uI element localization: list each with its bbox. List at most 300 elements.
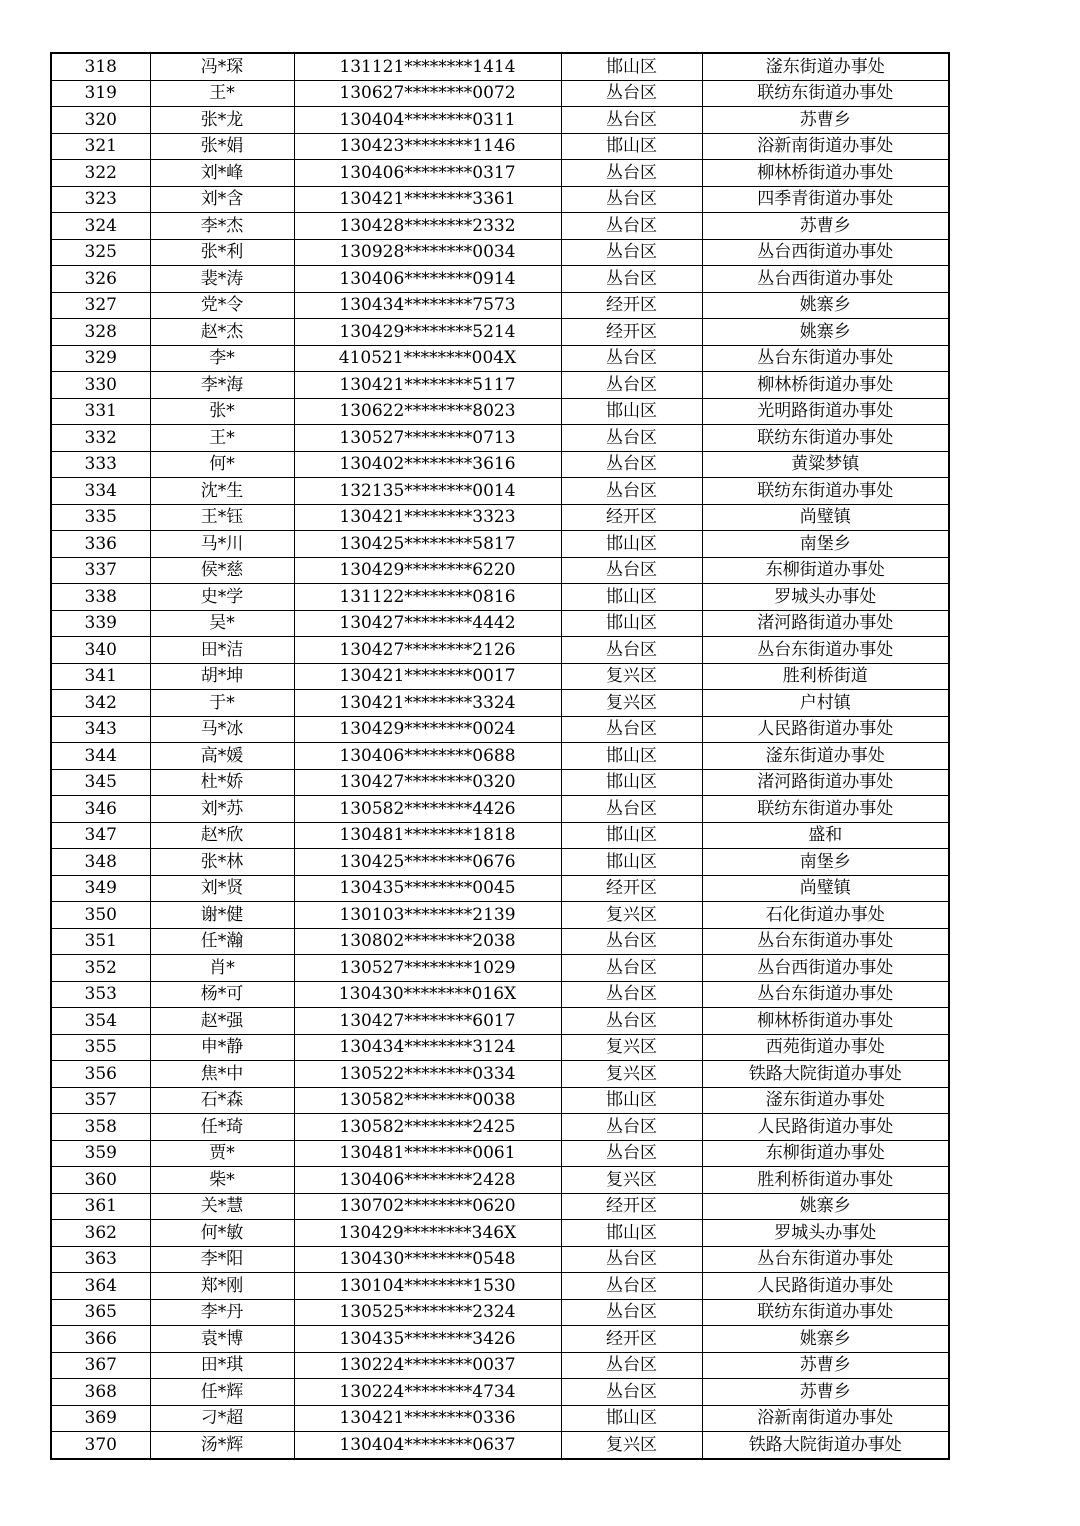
district-cell: 复兴区 (561, 1061, 702, 1088)
row-number-cell: 332 (51, 425, 150, 452)
office-cell: 联纺东街道办事处 (702, 80, 949, 107)
row-number-cell: 362 (51, 1220, 150, 1247)
office-cell: 滏东街道办事处 (702, 53, 949, 80)
table-row (51, 53, 949, 80)
office-cell: 滏东街道办事处 (702, 1087, 949, 1114)
id-number-cell: 131122********0816 (294, 584, 561, 611)
name-cell: 张*娟 (150, 133, 294, 160)
row-number-cell: 327 (51, 292, 150, 319)
row-number-cell: 342 (51, 690, 150, 717)
id-number-cell: 130434********7573 (294, 292, 561, 319)
table-row (51, 239, 949, 266)
row-number-cell: 339 (51, 610, 150, 637)
district-cell: 丛台区 (561, 1114, 702, 1141)
office-cell: 罗城头办事处 (702, 584, 949, 611)
office-cell: 姚寨乡 (702, 319, 949, 346)
name-cell: 杨*可 (150, 981, 294, 1008)
district-cell: 邯山区 (561, 769, 702, 796)
row-number-cell: 325 (51, 239, 150, 266)
district-cell: 经开区 (561, 319, 702, 346)
id-number-cell: 130224********0037 (294, 1352, 561, 1379)
office-cell: 姚寨乡 (702, 292, 949, 319)
district-cell: 丛台区 (561, 372, 702, 399)
id-number-cell: 130404********0637 (294, 1432, 561, 1459)
table-row (51, 637, 949, 664)
table-row (51, 716, 949, 743)
row-number-cell: 349 (51, 875, 150, 902)
id-number-cell: 130406********0688 (294, 743, 561, 770)
id-number-cell: 130435********0045 (294, 875, 561, 902)
office-cell: 苏曹乡 (702, 213, 949, 240)
table-row (51, 451, 949, 478)
district-cell: 邯山区 (561, 849, 702, 876)
id-number-cell: 130802********2038 (294, 928, 561, 955)
id-number-cell: 130429********0024 (294, 716, 561, 743)
row-number-cell: 361 (51, 1193, 150, 1220)
row-number-cell: 320 (51, 107, 150, 134)
district-cell: 经开区 (561, 1193, 702, 1220)
id-number-cell: 130425********5817 (294, 531, 561, 558)
district-cell: 邯山区 (561, 398, 702, 425)
name-cell: 关*慧 (150, 1193, 294, 1220)
row-number-cell: 331 (51, 398, 150, 425)
district-cell: 丛台区 (561, 928, 702, 955)
table-row (51, 1299, 949, 1326)
id-number-cell: 130481********1818 (294, 822, 561, 849)
row-number-cell: 323 (51, 186, 150, 213)
name-cell: 胡*坤 (150, 663, 294, 690)
id-number-cell: 130423********1146 (294, 133, 561, 160)
table-row (51, 1034, 949, 1061)
name-cell: 刁*超 (150, 1405, 294, 1432)
name-cell: 何*敏 (150, 1220, 294, 1247)
name-cell: 张* (150, 398, 294, 425)
district-cell: 复兴区 (561, 1167, 702, 1194)
table-row (51, 186, 949, 213)
district-cell: 邯山区 (561, 531, 702, 558)
name-cell: 田*洁 (150, 637, 294, 664)
name-cell: 田*琪 (150, 1352, 294, 1379)
office-cell: 光明路街道办事处 (702, 398, 949, 425)
row-number-cell: 360 (51, 1167, 150, 1194)
table-row (51, 981, 949, 1008)
table-row (51, 955, 949, 982)
id-number-cell: 130627********0072 (294, 80, 561, 107)
district-cell: 丛台区 (561, 1273, 702, 1300)
office-cell: 石化街道办事处 (702, 902, 949, 929)
name-cell: 史*学 (150, 584, 294, 611)
row-number-cell: 365 (51, 1299, 150, 1326)
name-cell: 赵*杰 (150, 319, 294, 346)
id-number-cell: 130430********016X (294, 981, 561, 1008)
row-number-cell: 337 (51, 557, 150, 584)
row-number-cell: 359 (51, 1140, 150, 1167)
row-number-cell: 366 (51, 1326, 150, 1353)
id-number-cell: 130427********2126 (294, 637, 561, 664)
row-number-cell: 363 (51, 1246, 150, 1273)
id-number-cell: 130103********2139 (294, 902, 561, 929)
office-cell: 尚璧镇 (702, 875, 949, 902)
table-row (51, 425, 949, 452)
table-row (51, 80, 949, 107)
office-cell: 渚河路街道办事处 (702, 610, 949, 637)
name-cell: 柴* (150, 1167, 294, 1194)
table-row (51, 1352, 949, 1379)
district-cell: 邯山区 (561, 53, 702, 80)
id-number-cell: 130425********0676 (294, 849, 561, 876)
row-number-cell: 357 (51, 1087, 150, 1114)
office-cell: 人民路街道办事处 (702, 716, 949, 743)
table-row (51, 690, 949, 717)
table-row (51, 531, 949, 558)
table-row (51, 160, 949, 187)
row-number-cell: 343 (51, 716, 150, 743)
table-row (51, 1405, 949, 1432)
row-number-cell: 344 (51, 743, 150, 770)
id-number-cell: 130427********6017 (294, 1008, 561, 1035)
office-cell: 浴新南街道办事处 (702, 133, 949, 160)
table-row (51, 584, 949, 611)
table-row (51, 292, 949, 319)
office-cell: 盛和 (702, 822, 949, 849)
table-row (51, 1246, 949, 1273)
name-cell: 申*静 (150, 1034, 294, 1061)
table-row (51, 1087, 949, 1114)
name-cell: 张*利 (150, 239, 294, 266)
row-number-cell: 369 (51, 1405, 150, 1432)
name-cell: 王* (150, 80, 294, 107)
row-number-cell: 355 (51, 1034, 150, 1061)
id-number-cell: 130525********2324 (294, 1299, 561, 1326)
name-cell: 郑*刚 (150, 1273, 294, 1300)
district-cell: 邯山区 (561, 133, 702, 160)
office-cell: 罗城头办事处 (702, 1220, 949, 1247)
district-cell: 丛台区 (561, 239, 702, 266)
office-cell: 丛台东街道办事处 (702, 637, 949, 664)
district-cell: 丛台区 (561, 160, 702, 187)
office-cell: 浴新南街道办事处 (702, 1405, 949, 1432)
id-number-cell: 130527********0713 (294, 425, 561, 452)
table-row (51, 345, 949, 372)
office-cell: 联纺东街道办事处 (702, 1299, 949, 1326)
office-cell: 柳林桥街道办事处 (702, 1008, 949, 1035)
name-cell: 贾* (150, 1140, 294, 1167)
row-number-cell: 370 (51, 1432, 150, 1459)
id-number-cell: 130481********0061 (294, 1140, 561, 1167)
district-cell: 邯山区 (561, 743, 702, 770)
office-cell: 姚寨乡 (702, 1326, 949, 1353)
row-number-cell: 354 (51, 1008, 150, 1035)
row-number-cell: 328 (51, 319, 150, 346)
id-number-cell: 130421********0336 (294, 1405, 561, 1432)
district-cell: 复兴区 (561, 663, 702, 690)
row-number-cell: 335 (51, 504, 150, 531)
district-cell: 丛台区 (561, 1140, 702, 1167)
district-cell: 丛台区 (561, 80, 702, 107)
district-cell: 丛台区 (561, 981, 702, 1008)
roster-table-body (51, 53, 949, 1459)
id-number-cell: 130421********3361 (294, 186, 561, 213)
district-cell: 丛台区 (561, 213, 702, 240)
row-number-cell: 352 (51, 955, 150, 982)
office-cell: 苏曹乡 (702, 107, 949, 134)
table-row (51, 213, 949, 240)
table-row (51, 1326, 949, 1353)
district-cell: 邯山区 (561, 610, 702, 637)
name-cell: 谢*健 (150, 902, 294, 929)
name-cell: 吴* (150, 610, 294, 637)
id-number-cell: 130582********2425 (294, 1114, 561, 1141)
name-cell: 王*钰 (150, 504, 294, 531)
district-cell: 邯山区 (561, 1405, 702, 1432)
id-number-cell: 130402********3616 (294, 451, 561, 478)
office-cell: 柳林桥街道办事处 (702, 372, 949, 399)
office-cell: 联纺东街道办事处 (702, 796, 949, 823)
district-cell: 丛台区 (561, 478, 702, 505)
district-cell: 经开区 (561, 875, 702, 902)
district-cell: 丛台区 (561, 796, 702, 823)
district-cell: 邯山区 (561, 822, 702, 849)
id-number-cell: 130427********0320 (294, 769, 561, 796)
id-number-cell: 132135********0014 (294, 478, 561, 505)
district-cell: 丛台区 (561, 451, 702, 478)
id-number-cell: 130224********4734 (294, 1379, 561, 1406)
name-cell: 任*瀚 (150, 928, 294, 955)
row-number-cell: 351 (51, 928, 150, 955)
row-number-cell: 326 (51, 266, 150, 293)
office-cell: 东柳街道办事处 (702, 557, 949, 584)
office-cell: 丛台东街道办事处 (702, 981, 949, 1008)
id-number-cell: 130421********5117 (294, 372, 561, 399)
name-cell: 袁*博 (150, 1326, 294, 1353)
table-row (51, 743, 949, 770)
office-cell: 人民路街道办事处 (702, 1273, 949, 1300)
name-cell: 刘*峰 (150, 160, 294, 187)
table-row (51, 319, 949, 346)
office-cell: 铁路大院街道办事处 (702, 1061, 949, 1088)
office-cell: 人民路街道办事处 (702, 1114, 949, 1141)
id-number-cell: 130434********3124 (294, 1034, 561, 1061)
table-row (51, 769, 949, 796)
id-number-cell: 130404********0311 (294, 107, 561, 134)
district-cell: 丛台区 (561, 425, 702, 452)
office-cell: 柳林桥街道办事处 (702, 160, 949, 187)
office-cell: 铁路大院街道办事处 (702, 1432, 949, 1459)
row-number-cell: 345 (51, 769, 150, 796)
table-row (51, 107, 949, 134)
name-cell: 肖* (150, 955, 294, 982)
office-cell: 苏曹乡 (702, 1352, 949, 1379)
name-cell: 赵*欣 (150, 822, 294, 849)
name-cell: 马*冰 (150, 716, 294, 743)
row-number-cell: 333 (51, 451, 150, 478)
district-cell: 丛台区 (561, 107, 702, 134)
id-number-cell: 130421********3324 (294, 690, 561, 717)
office-cell: 胜利桥街道 (702, 663, 949, 690)
table-row (51, 928, 949, 955)
district-cell: 丛台区 (561, 1008, 702, 1035)
table-row (51, 557, 949, 584)
office-cell: 南堡乡 (702, 849, 949, 876)
office-cell: 丛台西街道办事处 (702, 239, 949, 266)
id-number-cell: 130406********0914 (294, 266, 561, 293)
id-number-cell: 130429********5214 (294, 319, 561, 346)
name-cell: 冯*琛 (150, 53, 294, 80)
id-number-cell: 130427********4442 (294, 610, 561, 637)
name-cell: 王* (150, 425, 294, 452)
id-number-cell: 130429********346X (294, 1220, 561, 1247)
district-cell: 丛台区 (561, 1299, 702, 1326)
district-cell: 复兴区 (561, 1034, 702, 1061)
roster-table (50, 52, 950, 1460)
table-row (51, 796, 949, 823)
office-cell: 四季青街道办事处 (702, 186, 949, 213)
id-number-cell: 410521********004X (294, 345, 561, 372)
name-cell: 侯*慈 (150, 557, 294, 584)
office-cell: 滏东街道办事处 (702, 743, 949, 770)
table-row (51, 266, 949, 293)
row-number-cell: 321 (51, 133, 150, 160)
table-row (51, 1220, 949, 1247)
row-number-cell: 330 (51, 372, 150, 399)
row-number-cell: 340 (51, 637, 150, 664)
district-cell: 丛台区 (561, 186, 702, 213)
row-number-cell: 367 (51, 1352, 150, 1379)
row-number-cell: 336 (51, 531, 150, 558)
row-number-cell: 356 (51, 1061, 150, 1088)
table-row (51, 478, 949, 505)
row-number-cell: 324 (51, 213, 150, 240)
table-row (51, 875, 949, 902)
district-cell: 丛台区 (561, 955, 702, 982)
table-row (51, 1432, 949, 1459)
district-cell: 丛台区 (561, 266, 702, 293)
row-number-cell: 353 (51, 981, 150, 1008)
name-cell: 裴*涛 (150, 266, 294, 293)
district-cell: 丛台区 (561, 637, 702, 664)
district-cell: 丛台区 (561, 1352, 702, 1379)
row-number-cell: 334 (51, 478, 150, 505)
table-row (51, 133, 949, 160)
office-cell: 丛台东街道办事处 (702, 1246, 949, 1273)
name-cell: 张*林 (150, 849, 294, 876)
name-cell: 李*杰 (150, 213, 294, 240)
row-number-cell: 368 (51, 1379, 150, 1406)
row-number-cell: 348 (51, 849, 150, 876)
district-cell: 丛台区 (561, 1379, 702, 1406)
table-row (51, 1061, 949, 1088)
office-cell: 联纺东街道办事处 (702, 478, 949, 505)
district-cell: 丛台区 (561, 557, 702, 584)
table-row (51, 372, 949, 399)
table-row (51, 1114, 949, 1141)
district-cell: 邯山区 (561, 1220, 702, 1247)
office-cell: 尚璧镇 (702, 504, 949, 531)
table-row (51, 1140, 949, 1167)
id-number-cell: 130104********1530 (294, 1273, 561, 1300)
district-cell: 经开区 (561, 1326, 702, 1353)
table-row (51, 1008, 949, 1035)
district-cell: 复兴区 (561, 690, 702, 717)
table-row (51, 822, 949, 849)
table-row (51, 398, 949, 425)
name-cell: 焦*中 (150, 1061, 294, 1088)
name-cell: 石*森 (150, 1087, 294, 1114)
name-cell: 党*令 (150, 292, 294, 319)
row-number-cell: 347 (51, 822, 150, 849)
id-number-cell: 130928********0034 (294, 239, 561, 266)
name-cell: 杜*娇 (150, 769, 294, 796)
name-cell: 任*琦 (150, 1114, 294, 1141)
office-cell: 南堡乡 (702, 531, 949, 558)
office-cell: 苏曹乡 (702, 1379, 949, 1406)
name-cell: 李* (150, 345, 294, 372)
id-number-cell: 130421********3323 (294, 504, 561, 531)
office-cell: 东柳街道办事处 (702, 1140, 949, 1167)
id-number-cell: 130428********2332 (294, 213, 561, 240)
office-cell: 丛台西街道办事处 (702, 266, 949, 293)
name-cell: 刘*苏 (150, 796, 294, 823)
id-number-cell: 130702********0620 (294, 1193, 561, 1220)
office-cell: 渚河路街道办事处 (702, 769, 949, 796)
name-cell: 李*海 (150, 372, 294, 399)
table-row (51, 504, 949, 531)
row-number-cell: 322 (51, 160, 150, 187)
id-number-cell: 130582********4426 (294, 796, 561, 823)
name-cell: 刘*贤 (150, 875, 294, 902)
office-cell: 姚寨乡 (702, 1193, 949, 1220)
table-row (51, 663, 949, 690)
name-cell: 任*辉 (150, 1379, 294, 1406)
name-cell: 赵*强 (150, 1008, 294, 1035)
name-cell: 沈*生 (150, 478, 294, 505)
table-row (51, 1379, 949, 1406)
name-cell: 刘*含 (150, 186, 294, 213)
district-cell: 丛台区 (561, 1246, 702, 1273)
district-cell: 经开区 (561, 292, 702, 319)
row-number-cell: 346 (51, 796, 150, 823)
district-cell: 邯山区 (561, 1087, 702, 1114)
name-cell: 高*媛 (150, 743, 294, 770)
district-cell: 经开区 (561, 504, 702, 531)
row-number-cell: 318 (51, 53, 150, 80)
table-row (51, 849, 949, 876)
name-cell: 于* (150, 690, 294, 717)
table-row (51, 610, 949, 637)
district-cell: 复兴区 (561, 1432, 702, 1459)
id-number-cell: 131121********1414 (294, 53, 561, 80)
row-number-cell: 341 (51, 663, 150, 690)
name-cell: 何* (150, 451, 294, 478)
id-number-cell: 130622********8023 (294, 398, 561, 425)
id-number-cell: 130406********2428 (294, 1167, 561, 1194)
office-cell: 户村镇 (702, 690, 949, 717)
id-number-cell: 130582********0038 (294, 1087, 561, 1114)
name-cell: 李*丹 (150, 1299, 294, 1326)
district-cell: 丛台区 (561, 716, 702, 743)
office-cell: 西苑街道办事处 (702, 1034, 949, 1061)
id-number-cell: 130421********0017 (294, 663, 561, 690)
district-cell: 丛台区 (561, 345, 702, 372)
table-row (51, 1167, 949, 1194)
name-cell: 李*阳 (150, 1246, 294, 1273)
office-cell: 丛台东街道办事处 (702, 345, 949, 372)
district-cell: 复兴区 (561, 902, 702, 929)
id-number-cell: 130406********0317 (294, 160, 561, 187)
office-cell: 联纺东街道办事处 (702, 425, 949, 452)
name-cell: 马*川 (150, 531, 294, 558)
office-cell: 胜利桥街道办事处 (702, 1167, 949, 1194)
